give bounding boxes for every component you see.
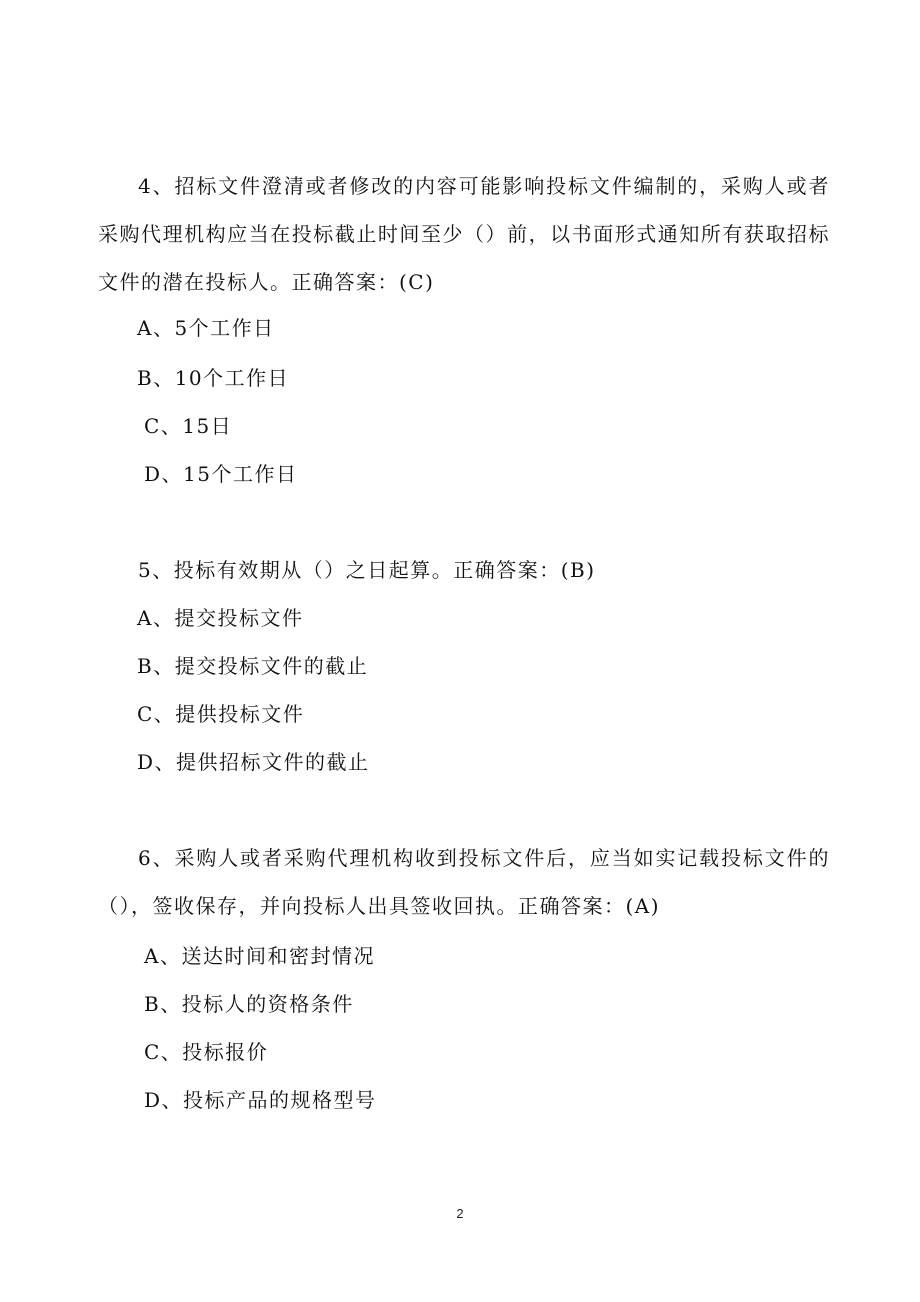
question-6-stem: 6、采购人或者采购代理机构收到投标文件后，应当如实记载投标文件的（），签收保存，并向投标人出具签收回执。正确答案：(A): [98, 846, 830, 918]
question-5-option-c: C、提供投标文件: [137, 702, 305, 726]
question-4-option-b: B、10个工作日: [137, 366, 290, 390]
question-4-option-d: D、15个工作日: [144, 462, 298, 486]
question-4-stem: 4、招标文件澄清或者修改的内容可能影响投标文件编制的，采购人或者采购代理机构应当在投标截止时间至少（）前，以书面形式通知所有获取招标文件的潜在投标人。正确答案：(C): [98, 174, 830, 294]
question-5-option-d: D、提供招标文件的截止: [137, 750, 370, 774]
question-5-stem: 5、投标有效期从（）之日起算。正确答案：(B): [138, 558, 596, 582]
question-6-option-b: B、投标人的资格条件: [144, 992, 354, 1016]
question-5-option-a: A、提交投标文件: [137, 606, 304, 630]
question-6-option-d: D、投标产品的规格型号: [144, 1088, 377, 1112]
question-6-option-a: A、送达时间和密封情况: [144, 944, 375, 968]
question-6-option-c: C、投标报价: [144, 1040, 269, 1064]
question-4-option-a: A、5个工作日: [137, 316, 275, 340]
page-number: 2: [456, 1206, 464, 1221]
question-5-option-b: B、提交投标文件的截止: [137, 654, 369, 678]
question-4-option-c: C、15日: [144, 414, 233, 438]
